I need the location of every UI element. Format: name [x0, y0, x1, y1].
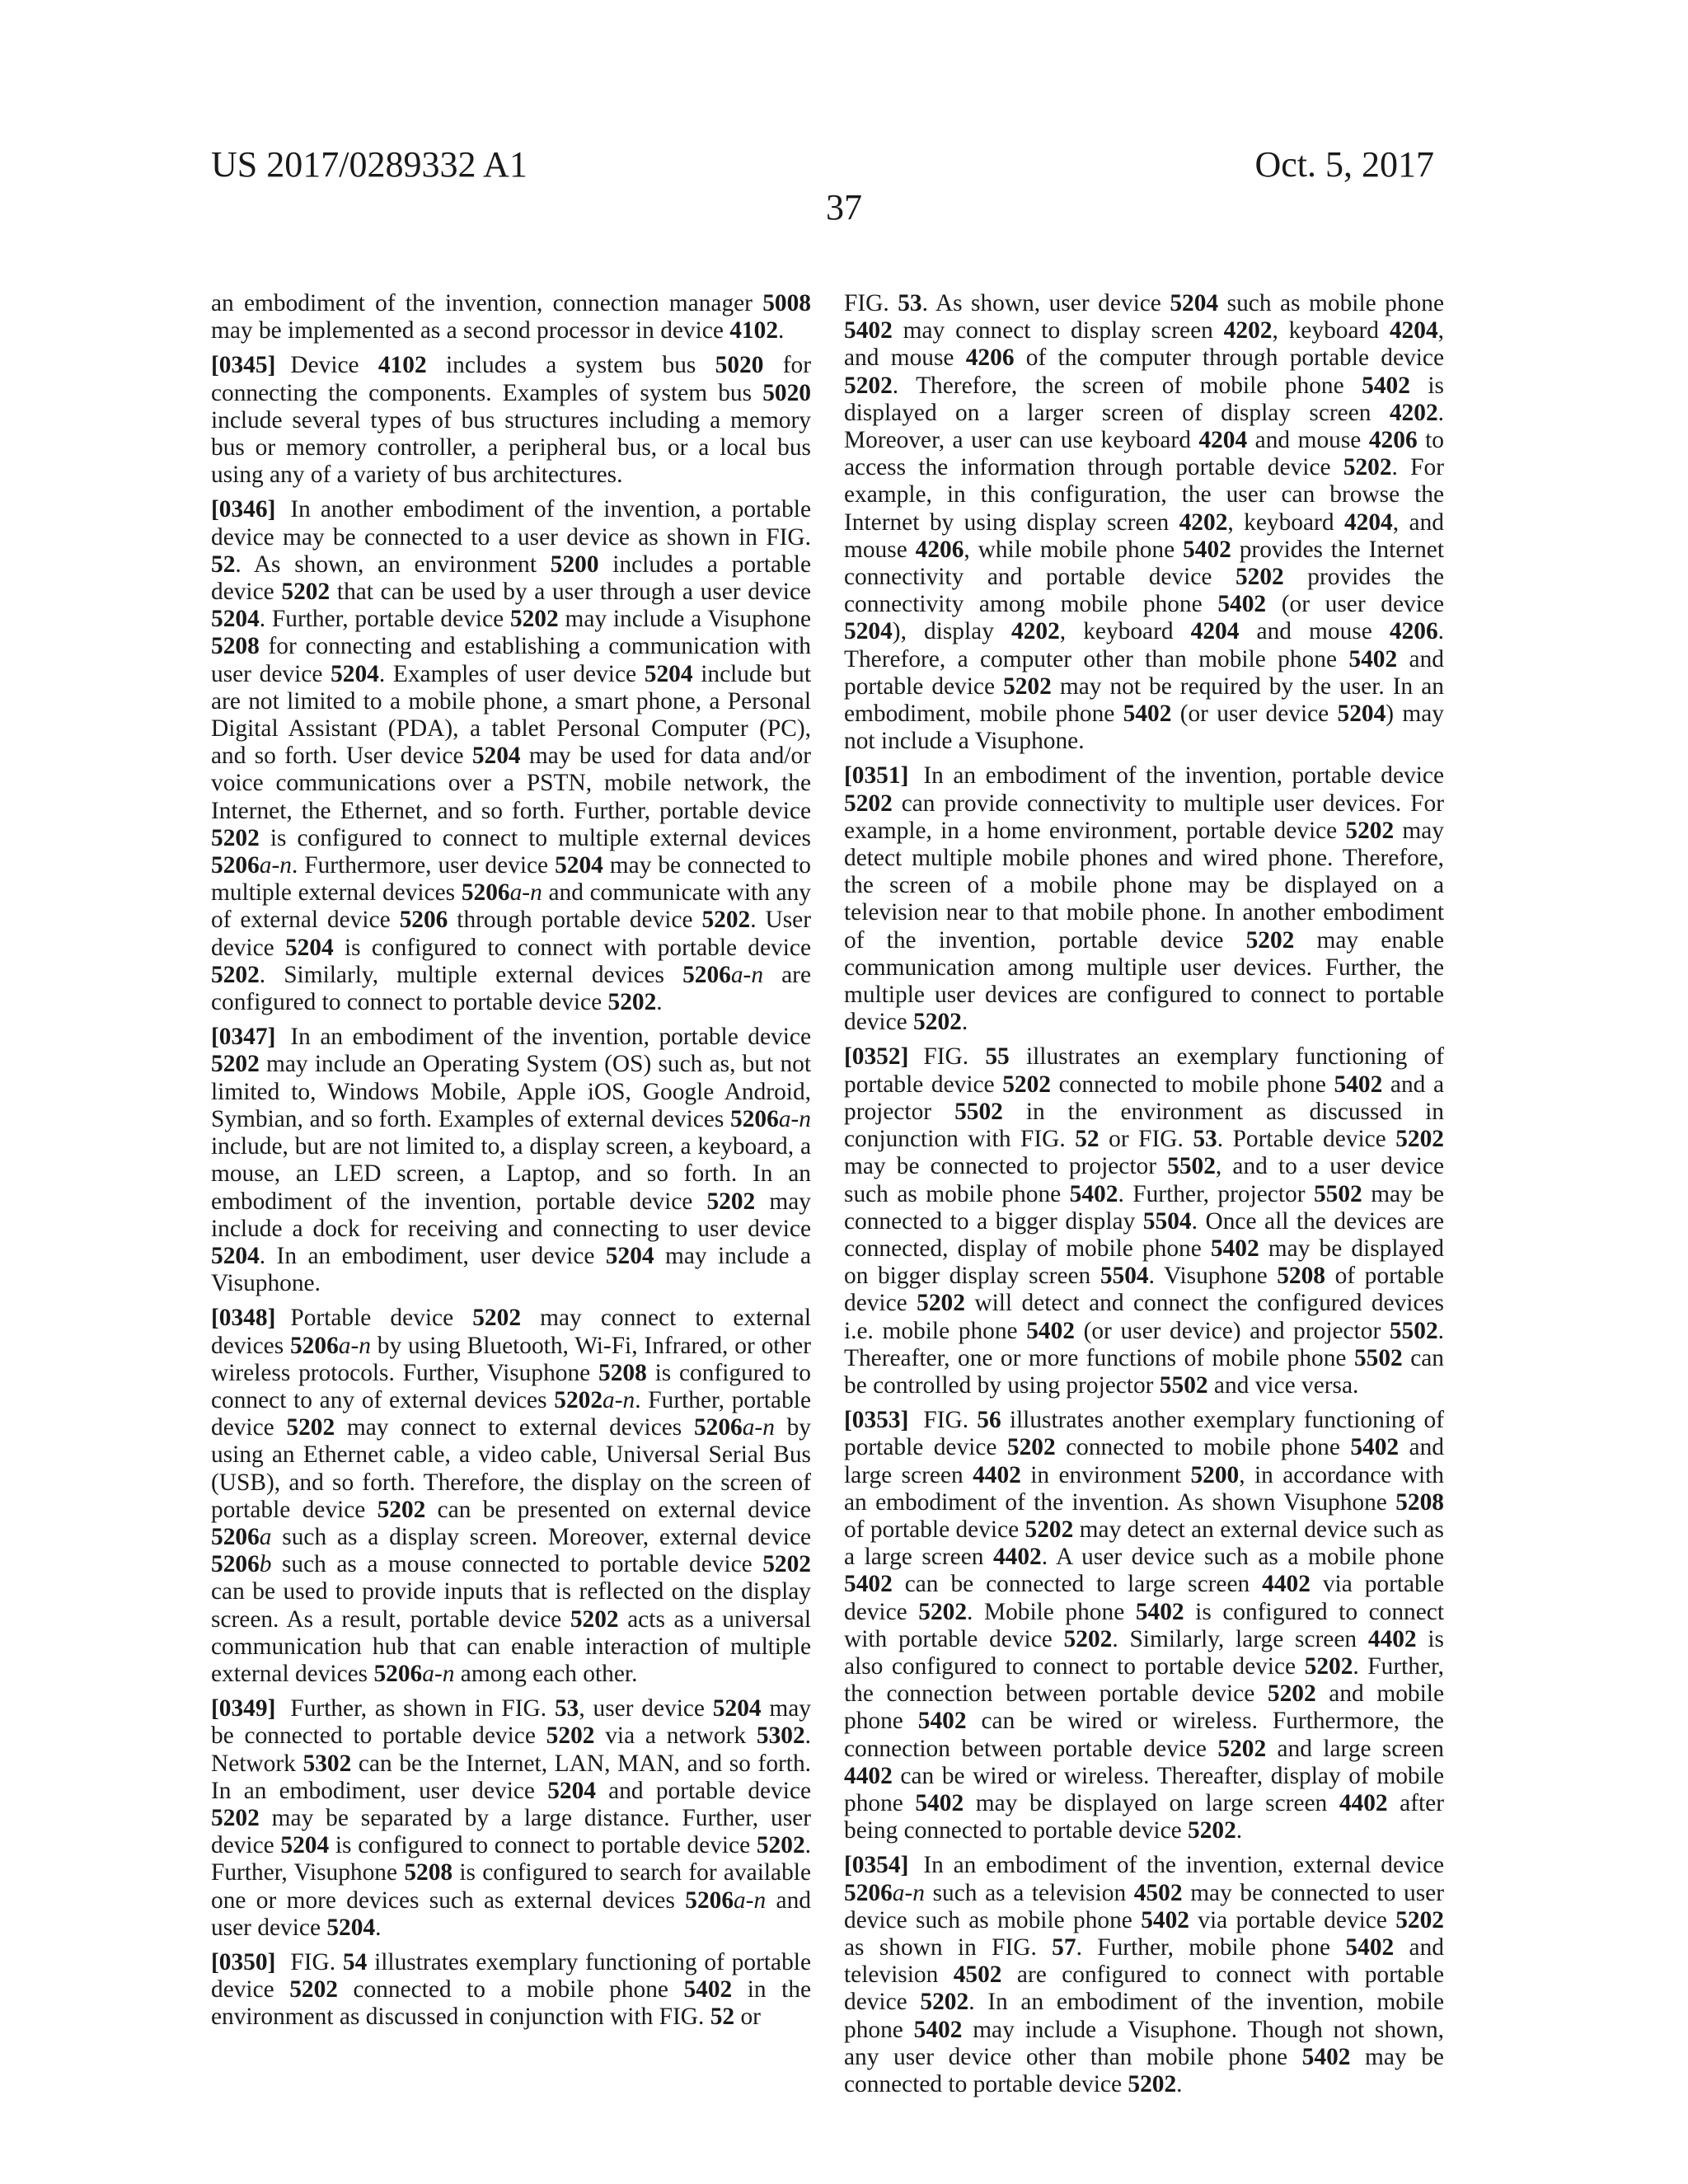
reference-numeral: 4206 [1389, 618, 1438, 645]
reference-numeral: 5200 [550, 551, 599, 578]
paragraph-number: [0346] [211, 496, 276, 523]
paragraph-text: FIG. 56 illustrates another exemplary functioning of portable device 5202 connected to mobile phone 5402 and large screen 4402 in environment 5200, in accordance with an embodiment of the invention. As shown Visuphone 5208 of portable device 5202 may detect an external device such as a large screen 4402. A user device such as a mobile phone 5402 can be connected to large screen 4402 via portable device 5202. Mobile phone 5402 is configured to connect with portable device 5202. Similarly, large screen 4402 is also configured to connect to portable device 5202. Further, the connection between portable device 5202 and mobile phone 5402 can be wired or wireless. Furthermore, the connection between portable device 5202 and large screen 4402 can be wired or wireless. Thereafter, display of mobile phone 5402 may be displayed on large screen 4402 after being connected to portable device 5202. [844, 1407, 1444, 1844]
reference-numeral: 5202 [286, 1414, 335, 1441]
reference-numeral: 5008 [762, 290, 811, 316]
reference-numeral: 5202 [211, 824, 260, 851]
italic-suffix: a-n [603, 1386, 635, 1413]
paragraph [211, 352, 811, 489]
paragraph-text: FIG. 55 illustrates an exemplary functioning of portable device 5202 connected to mobile phone 5402 and a projector 5502 in the environment as discussed in conjunction with FIG. 52 or FIG. 53. Portable device 5202 may be connected to projector 5502, and to a user device such as mobile phone 5402. Further, projector 5502 may be connected to a bigger display 5504. Once all the devices are connected, display of mobile phone 5402 may be displayed on bigger display screen 5504. Visuphone 5208 of portable device 5202 will detect and connect the configured devices i.e. mobile phone 5402 (or user device) and projector 5502. Thereafter, one or more functions of mobile phone 5502 can be controlled by using projector 5502 and vice versa. [844, 1043, 1444, 1399]
paragraph-text: In an embodiment of the invention, portable device 5202 may include an Operating System (OS) such as, but not limited to, Windows Mobile, Apple iOS, Google Android, Symbian, and so forth. Examples of external devices 5206a-n include, but are not limited to, a display screen, a keyboard, a mouse, an LED screen, a Laptop, and so forth. In an embodiment of the invention, portable device 5202 may include a dock for receiving and connecting to user device 5204. In an embodiment, user device 5204 may include a Visuphone. [211, 1024, 811, 1297]
reference-numeral: 5208 [1395, 1488, 1444, 1516]
publication-date: Oct. 5, 2017 [1254, 144, 1434, 185]
reference-numeral: 52 [211, 551, 236, 578]
reference-numeral: 5202 [1128, 2071, 1177, 2097]
reference-numeral: 5202 [281, 579, 331, 606]
reference-numeral: 5204 [712, 1695, 762, 1722]
reference-numeral: 5402 [1123, 701, 1172, 728]
reference-numeral: 5206 [844, 1879, 893, 1906]
paragraph-number: [0348] [211, 1305, 276, 1332]
reference-numeral: 5208 [211, 633, 260, 660]
reference-numeral: 5202 [844, 790, 893, 817]
paragraph-number: [0350] [211, 1948, 276, 1975]
reference-numeral: 5204 [644, 660, 693, 687]
reference-numeral: 5202 [1304, 1652, 1353, 1680]
reference-numeral: 4206 [915, 536, 964, 563]
reference-numeral: 57 [1052, 1933, 1076, 1961]
reference-numeral: 53 [1193, 1126, 1217, 1153]
paragraph-text: Further, as shown in FIG. 53, user device 5204 may be connected to portable device 5202 via a network 5302. Network 5302 can be the Internet, LAN, MAN, and so forth. In an embodiment, user device 5204 and portable device 5202 may be separated by a large distance. Further, user device 5204 is configured to connect to portable device 5202. Further, Visuphone 5208 is configured to search for available one or more devices such as external devices 5206a-n and user device 5204. [211, 1695, 812, 1941]
paragraph-text: Device 4102 includes a system bus 5020 for connecting the components. Examples of system bus 5020 include several types of bus structures including a memory bus or memory controller, a peripheral bus, or a local bus using any of a variety of bus architectures. [211, 352, 811, 489]
reference-numeral: 5504 [1100, 1263, 1149, 1290]
paragraph-text: In an embodiment of the invention, external device 5206a-n such as a television 4502 may be connected to user device such as mobile phone 5402 via portable device 5202 as shown in FIG. 57. Further, mobile phone 5402 and television 4502 are configured to connect with portable device 5202. In an embodiment of the invention, mobile phone 5402 may include a Visuphone. Though not shown, any user device other than mobile phone 5402 may be connected to portable device 5202. [844, 1852, 1445, 2097]
reference-numeral: 5208 [598, 1359, 647, 1386]
reference-numeral: 5502 [1353, 1344, 1403, 1371]
reference-numeral: 55 [985, 1043, 1010, 1071]
reference-numeral: 5202 [756, 1832, 805, 1859]
reference-numeral: 5202 [472, 1305, 522, 1332]
italic-suffix: b [259, 1551, 272, 1578]
reference-numeral: 5206 [685, 1886, 734, 1914]
paragraph [844, 1852, 1444, 2098]
reference-numeral: 4102 [377, 352, 427, 379]
reference-numeral: 5204 [211, 606, 260, 633]
reference-numeral: 5402 [917, 1708, 967, 1735]
reference-numeral: 5202 [377, 1496, 426, 1523]
italic-suffix: a-n [778, 1105, 811, 1132]
reference-numeral: 4402 [844, 1762, 893, 1789]
reference-numeral: 4206 [1368, 427, 1418, 454]
reference-numeral: 5020 [762, 379, 811, 406]
paragraph-text: In another embodiment of the invention, a portable device may be connected to a user device as shown in FIG. 52. As shown, an environment 5200 includes a portable device 5202 that can be used by a user through a user device 5204. Further, portable device 5202 may include a Visuphone 5208 for connecting and establishing a communication with user device 5204. Examples of user device 5204 include but are not limited to a mobile phone, a smart phone, a Personal Digital Assistant (PDA), a tablet Personal Computer (PC), and so forth. User device 5204 may be used for data and/or voice communications over a PSTN, mobile network, the Internet, the Ethernet, and so forth. Further, portable device 5202 is configured to connect to multiple external devices 5206a-n. Furthermore, user device 5204 may be connected to multiple external devices 5206a-n and communicate with any of external device 5206 through portable device 5202. User device 5204 is configured to connect with portable device 5202. Similarly, multiple external devices 5206a-n are configured to connect to portable device 5202. [211, 496, 811, 1016]
reference-numeral: 4204 [1190, 618, 1240, 645]
reference-numeral: 4202 [1011, 618, 1060, 645]
reference-numeral: 5208 [404, 1859, 453, 1886]
reference-numeral: 5504 [1142, 1207, 1192, 1235]
paragraph [211, 1024, 811, 1297]
reference-numeral: 5202 [546, 1722, 595, 1750]
reference-numeral: 5204 [326, 1914, 376, 1941]
reference-numeral: 5202 [211, 1051, 260, 1078]
paragraph-number: [0349] [211, 1695, 276, 1722]
reference-numeral: 5502 [1389, 1317, 1438, 1344]
reference-numeral: 5202 [920, 1989, 969, 2016]
reference-numeral: 5502 [1167, 1153, 1216, 1180]
reference-numeral: 5204 [1337, 701, 1386, 728]
reference-numeral: 5202 [1395, 1126, 1444, 1153]
reference-numeral: 4204 [1198, 427, 1248, 454]
paragraph [844, 290, 1444, 755]
paragraph [211, 290, 811, 344]
paragraph-number: [0353] [844, 1407, 909, 1434]
paragraph-number: [0354] [844, 1852, 909, 1879]
reference-numeral: 5202 [918, 1598, 968, 1625]
reference-numeral: 5402 [1217, 591, 1267, 618]
reference-numeral: 5202 [701, 907, 751, 934]
reference-numeral: 5402 [1183, 536, 1231, 563]
reference-numeral: 5202 [607, 989, 657, 1016]
reference-numeral: 5206 [693, 1414, 743, 1441]
paragraph [211, 1305, 811, 1688]
reference-numeral: 5020 [715, 352, 764, 379]
reference-numeral: 5202 [1235, 564, 1284, 591]
paragraph-number: [0345] [211, 352, 276, 379]
reference-numeral: 4202 [1179, 509, 1228, 536]
reference-numeral: 5302 [302, 1750, 352, 1777]
reference-numeral: 5402 [913, 2016, 963, 2043]
paragraph [844, 762, 1444, 1036]
reference-numeral: 5202 [1345, 817, 1395, 844]
italic-suffix: a-n [734, 1886, 767, 1914]
paragraph-number: [0352] [844, 1043, 909, 1071]
reference-numeral: 5402 [1348, 645, 1398, 673]
reference-numeral: 5204 [844, 618, 893, 645]
reference-numeral: 4204 [1343, 509, 1393, 536]
reference-numeral: 5202 [1188, 1817, 1236, 1844]
right-text-column [844, 290, 1444, 2106]
reference-numeral: 5202 [706, 1188, 756, 1215]
reference-numeral: 4204 [1389, 317, 1438, 344]
reference-numeral: 54 [342, 1948, 368, 1975]
italic-suffix: a-n [730, 961, 764, 988]
reference-numeral: 5208 [1277, 1263, 1325, 1290]
reference-numeral: 5204 [605, 1242, 654, 1269]
paragraph [844, 1043, 1444, 1399]
reference-numeral: 52 [710, 2004, 735, 2031]
reference-numeral: 5202 [1217, 1735, 1267, 1762]
reference-numeral: 5204 [280, 1832, 330, 1859]
paragraph-text: Portable device 5202 may connect to external devices 5206a-n by using Bluetooth, Wi-Fi, Infrared, or other wireless protocols. Further, Visuphone 5208 is configured to connect to any of external devices 5202a-n. Further, portable device 5202 may connect to external devices 5206a-n by using an Ethernet cable, a video cable, Universal Serial Bus (USB), and so forth. Therefore, the display on the screen of portable device 5202 can be presented on external device 5206a such as a display screen. Moreover, external device 5206b such as a mouse connected to portable device 5202 can be used to provide inputs that is reflected on the display screen. As a result, portable device 5202 acts as a universal communication hub that can enable interaction of multiple external devices 5206a-n among each other. [211, 1305, 812, 1687]
reference-numeral: 5202 [1063, 1625, 1113, 1652]
reference-numeral: 5202 [1002, 1071, 1051, 1098]
reference-numeral: 5202 [1343, 454, 1392, 481]
paragraph-text: FIG. 54 illustrates exemplary functioning of portable device 5202 connected to a mobile phone 5402 in the environment as discussed in conjunction with FIG. 52 or [211, 1948, 811, 2031]
italic-suffix: a-n [892, 1879, 925, 1906]
reference-numeral: 5202 [917, 1290, 965, 1317]
italic-suffix: a-n [338, 1332, 371, 1359]
reference-numeral: 5202 [762, 1551, 811, 1578]
reference-numeral: 5206 [211, 852, 260, 879]
reference-numeral: 5202 [1267, 1680, 1316, 1708]
paragraph-text: FIG. 53. As shown, user device 5204 such as mobile phone 5402 may connect to display screen 4202, keyboard 4204, and mouse 4206 of the computer through portable device 5202. Therefore, the screen of mobile phone 5402 is displayed on a larger screen of display screen 4202. Moreover, a user can use keyboard 4204 and mouse 4206 to access the information through portable device 5202. For example, in this configuration, the user can browse the Internet by using display screen 4202, keyboard 4204, and mouse 4206, while mobile phone 5402 provides the Internet connectivity and portable device 5202 provides the connectivity among mobile phone 5402 (or user device 5204), display 4202, keyboard 4204 and mouse 4206. Therefore, a computer other than mobile phone 5402 and portable device 5202 may not be required by the user. In an embodiment, mobile phone 5402 (or user device 5204) may not include a Visuphone. [844, 290, 1445, 755]
reference-numeral: 5202 [1395, 1906, 1444, 1933]
reference-numeral: 5402 [1350, 1434, 1400, 1461]
reference-numeral: 4402 [973, 1461, 1021, 1488]
reference-numeral: 5204 [211, 1242, 260, 1269]
paragraph [844, 1407, 1444, 1844]
paragraph-text: an embodiment of the invention, connection manager 5008 may be implemented as a second processor in device 4102. [211, 290, 811, 344]
reference-numeral: 4202 [1223, 317, 1273, 344]
reference-numeral: 5402 [1135, 1598, 1184, 1625]
reference-numeral: 5402 [1210, 1235, 1259, 1262]
reference-numeral: 5402 [1069, 1180, 1118, 1207]
reference-numeral: 5204 [331, 660, 379, 687]
reference-numeral: 5206 [461, 879, 510, 907]
italic-suffix: a [259, 1523, 272, 1550]
reference-numeral: 56 [977, 1407, 1001, 1434]
reference-numeral: 5402 [1141, 1906, 1189, 1933]
reference-numeral: 5204 [1170, 290, 1219, 316]
publication-number: US 2017/0289332 A1 [211, 144, 528, 185]
reference-numeral: 4206 [965, 344, 1015, 372]
reference-numeral: 5402 [1334, 1071, 1383, 1098]
reference-numeral: 4202 [1389, 399, 1438, 426]
paragraph-text: In an embodiment of the invention, portable device 5202 can provide connectivity to multiple user devices. For example, in a home environment, portable device 5202 may detect multiple mobile phones and wired phone. Therefore, the screen of a mobile phone may be displayed on a television near to that mobile phone. In another embodiment of the invention, portable device 5202 may enable communication among multiple user devices. Further, the multiple user devices are configured to connect to portable device 5202. [844, 762, 1444, 1036]
reference-numeral: 5202 [570, 1605, 619, 1633]
reference-numeral: 5206 [289, 1332, 339, 1359]
reference-numeral: 5402 [844, 1571, 893, 1598]
reference-numeral: 5402 [1301, 2043, 1351, 2070]
reference-numeral: 4502 [953, 1961, 1002, 1989]
left-text-column [211, 290, 811, 2039]
reference-numeral: 5202 [211, 1804, 260, 1831]
reference-numeral: 5202 [1025, 1516, 1074, 1543]
reference-numeral: 4502 [1133, 1879, 1183, 1906]
reference-numeral: 5402 [1345, 1933, 1395, 1961]
paragraph [211, 496, 811, 1016]
reference-numeral: 5302 [756, 1722, 805, 1750]
reference-numeral: 5402 [915, 1789, 964, 1816]
reference-numeral: 53 [554, 1695, 579, 1722]
reference-numeral: 5502 [1313, 1180, 1362, 1207]
reference-numeral: 5204 [547, 1777, 596, 1804]
reference-numeral: 5206 [211, 1523, 260, 1550]
reference-numeral: 4402 [992, 1544, 1042, 1571]
paragraph-number: [0347] [211, 1024, 276, 1051]
reference-numeral: 5202 [844, 372, 893, 399]
reference-numeral: 5202 [913, 1009, 962, 1036]
reference-numeral: 5206 [373, 1660, 423, 1687]
italic-suffix: a-n [509, 879, 542, 907]
reference-numeral: 5204 [284, 934, 334, 961]
reference-numeral: 5402 [844, 317, 893, 344]
paragraph [211, 1949, 811, 2032]
reference-numeral: 5202 [554, 1386, 603, 1413]
reference-numeral: 4402 [1367, 1625, 1417, 1652]
reference-numeral: 5502 [1159, 1371, 1208, 1399]
reference-numeral: 4402 [1339, 1789, 1388, 1816]
reference-numeral: 5202 [289, 1976, 338, 2004]
italic-suffix: a-n [259, 852, 292, 879]
reference-numeral: 53 [898, 290, 922, 316]
reference-numeral: 5202 [1245, 926, 1295, 954]
reference-numeral: 4402 [1262, 1571, 1311, 1598]
reference-numeral: 5502 [954, 1098, 1003, 1125]
reference-numeral: 5202 [509, 606, 559, 633]
paragraph-number: [0351] [844, 762, 909, 790]
italic-suffix: a-n [422, 1660, 455, 1687]
reference-numeral: 5402 [1362, 372, 1410, 399]
reference-numeral: 5202 [1006, 1434, 1056, 1461]
reference-numeral: 5200 [1190, 1461, 1240, 1488]
paragraph [211, 1695, 811, 1942]
reference-numeral: 5402 [683, 1976, 733, 2004]
reference-numeral: 5402 [1026, 1317, 1075, 1344]
reference-numeral: 5202 [1003, 673, 1052, 700]
reference-numeral: 5204 [471, 743, 521, 770]
reference-numeral: 52 [1075, 1126, 1100, 1153]
reference-numeral: 5206 [399, 907, 448, 934]
italic-suffix: a-n [742, 1414, 775, 1441]
reference-numeral: 5204 [555, 852, 603, 879]
reference-numeral: 5202 [211, 961, 260, 988]
page-number: 37 [826, 187, 862, 227]
reference-numeral: 5206 [682, 961, 731, 988]
reference-numeral: 4102 [729, 317, 779, 344]
reference-numeral: 5206 [730, 1105, 779, 1132]
reference-numeral: 5206 [211, 1551, 260, 1578]
